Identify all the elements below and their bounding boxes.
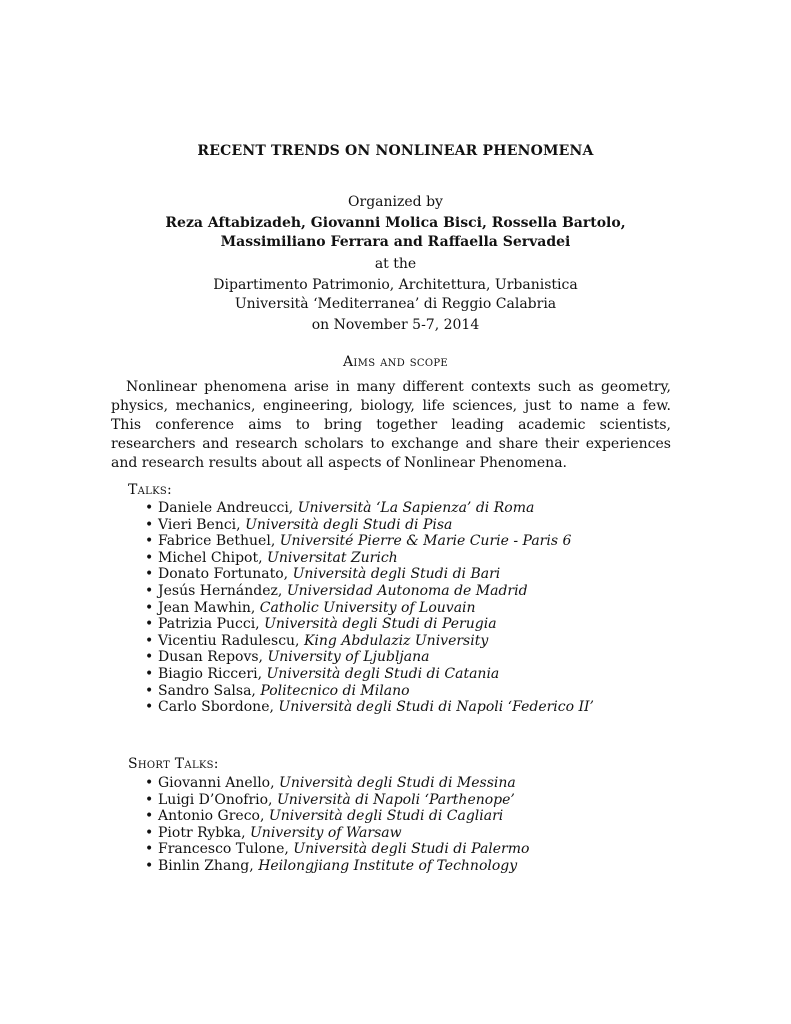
list-item (145, 633, 594, 650)
speaker-name: Antonio Greco, (158, 808, 265, 825)
bullet-icon: • (145, 665, 154, 682)
list-item (145, 583, 594, 600)
bullet-icon: • (145, 649, 154, 666)
speaker-affiliation: Università degli Studi di Catania (266, 665, 500, 682)
bullet-icon: • (145, 824, 154, 841)
short-talks-list (145, 775, 529, 875)
list-item (145, 775, 529, 792)
speaker-affiliation: Politecnico di Milano (260, 682, 410, 699)
speaker-name: Giovanni Anello, (158, 775, 275, 791)
speaker-affiliation: Université Pierre & Marie Curie - Paris 6 (279, 533, 572, 550)
list-item (145, 616, 594, 633)
bullet-icon: • (145, 857, 154, 874)
speaker-affiliation: Università di Napoli ‘Parthenope’ (276, 791, 515, 808)
speaker-name: Jean Mawhin, (158, 599, 256, 616)
speaker-name: Carlo Sbordone, (158, 699, 274, 716)
bullet-icon: • (145, 549, 154, 566)
list-item (145, 666, 594, 683)
speaker-name: Jesús Hernández, (158, 582, 283, 599)
bullet-icon: • (145, 682, 154, 699)
organizers-line-1: Reza Aftabizadeh, Giovanni Molica Bisci, Rossella Bartolo, (165, 215, 626, 231)
list-item (145, 517, 594, 534)
bullet-icon: • (145, 516, 154, 533)
list-item (145, 825, 529, 842)
organizers (0, 214, 791, 252)
list-item (145, 649, 594, 666)
at-the-label: at the (374, 256, 417, 272)
bullet-icon: • (145, 566, 154, 583)
speaker-name: Binlin Zhang, (158, 857, 254, 874)
list-item (145, 566, 594, 583)
bullet-icon: • (145, 599, 154, 616)
list-item (145, 841, 529, 858)
speaker-name: Vicentiu Radulescu, (158, 632, 300, 649)
department-line-1: Dipartimento Patrimonio, Architettura, Urbanistica (213, 277, 578, 293)
speaker-affiliation: Heilongjiang Institute of Technology (258, 857, 518, 874)
bullet-icon: • (145, 808, 154, 825)
list-item (145, 699, 594, 716)
speaker-name: Fabrice Bethuel, (158, 533, 276, 550)
speaker-name: Biagio Ricceri, (158, 665, 263, 682)
speaker-name: Daniele Andreucci, (158, 500, 294, 516)
bullet-icon: • (145, 841, 154, 858)
speaker-affiliation: Università degli Studi di Palermo (293, 841, 530, 858)
host-institution (0, 276, 791, 314)
bullet-icon: • (145, 699, 154, 716)
speaker-affiliation: University of Warsaw (250, 824, 402, 841)
list-item (145, 858, 529, 875)
speaker-name: Sandro Salsa, (158, 682, 256, 699)
speaker-affiliation: Università degli Studi di Cagliari (268, 808, 504, 825)
speaker-affiliation: Università ‘La Sapienza’ di Roma (297, 500, 535, 516)
short-talks-heading: Short Talks: (128, 756, 219, 772)
speaker-affiliation: Università degli Studi di Bari (292, 566, 501, 583)
department-line-2: Università ‘Mediterranea’ di Reggio Calabria (234, 296, 557, 312)
speaker-affiliation: University of Ljubljana (267, 649, 430, 666)
talks-list (145, 500, 594, 716)
bullet-icon: • (145, 616, 154, 633)
organized-by-label: Organized by (348, 194, 443, 210)
speaker-affiliation: King Abdulaziz University (303, 632, 489, 649)
list-item (145, 808, 529, 825)
speaker-affiliation: Università degli Studi di Perugia (264, 616, 497, 633)
speaker-name: Francesco Tulone, (158, 841, 289, 858)
speaker-name: Luigi D’Onofrio, (158, 791, 273, 808)
list-item (145, 683, 594, 700)
aims-paragraph: Nonlinear phenomena arise in many different contexts such as geometry, physics, mechanics, engineering, biology, life sciences, just to name a few. This conference aims to bring together leading academic scientists, researchers and research scholars to exchange and share their experiences and research results about all aspects of Nonlinear Phenomena. (111, 379, 671, 471)
list-item (145, 533, 594, 550)
speaker-affiliation: Catholic University of Louvain (259, 599, 476, 616)
speaker-affiliation: Università degli Studi di Napoli ‘Federico II’ (278, 699, 595, 716)
speaker-affiliation: Universidad Autonoma de Madrid (286, 582, 528, 599)
bullet-icon: • (145, 500, 154, 516)
list-item (145, 550, 594, 567)
bullet-icon: • (145, 582, 154, 599)
organizers-line-2: Massimiliano Ferrara and Raffaella Servadei (220, 234, 571, 250)
conference-dates: on November 5-7, 2014 (311, 317, 480, 333)
speaker-name: Piotr Rybka, (158, 824, 246, 841)
speaker-name: Michel Chipot, (158, 549, 263, 566)
list-item (145, 600, 594, 617)
bullet-icon: • (145, 775, 154, 791)
speaker-name: Patrizia Pucci, (158, 616, 260, 633)
aims-heading: Aims and scope (343, 354, 448, 370)
document-title: RECENT TRENDS ON NONLINEAR PHENOMENA (197, 143, 594, 159)
bullet-icon: • (145, 632, 154, 649)
speaker-affiliation: Universitat Zurich (267, 549, 398, 566)
bullet-icon: • (145, 791, 154, 808)
speaker-name: Donato Fortunato, (158, 566, 289, 583)
list-item (145, 792, 529, 809)
speaker-name: Dusan Repovs, (158, 649, 263, 666)
speaker-affiliation: Università degli Studi di Messina (279, 775, 516, 791)
talks-heading: Talks: (128, 482, 173, 498)
speaker-name: Vieri Benci, (158, 516, 241, 533)
speaker-affiliation: Università degli Studi di Pisa (245, 516, 453, 533)
list-item (145, 500, 594, 517)
bullet-icon: • (145, 533, 154, 550)
